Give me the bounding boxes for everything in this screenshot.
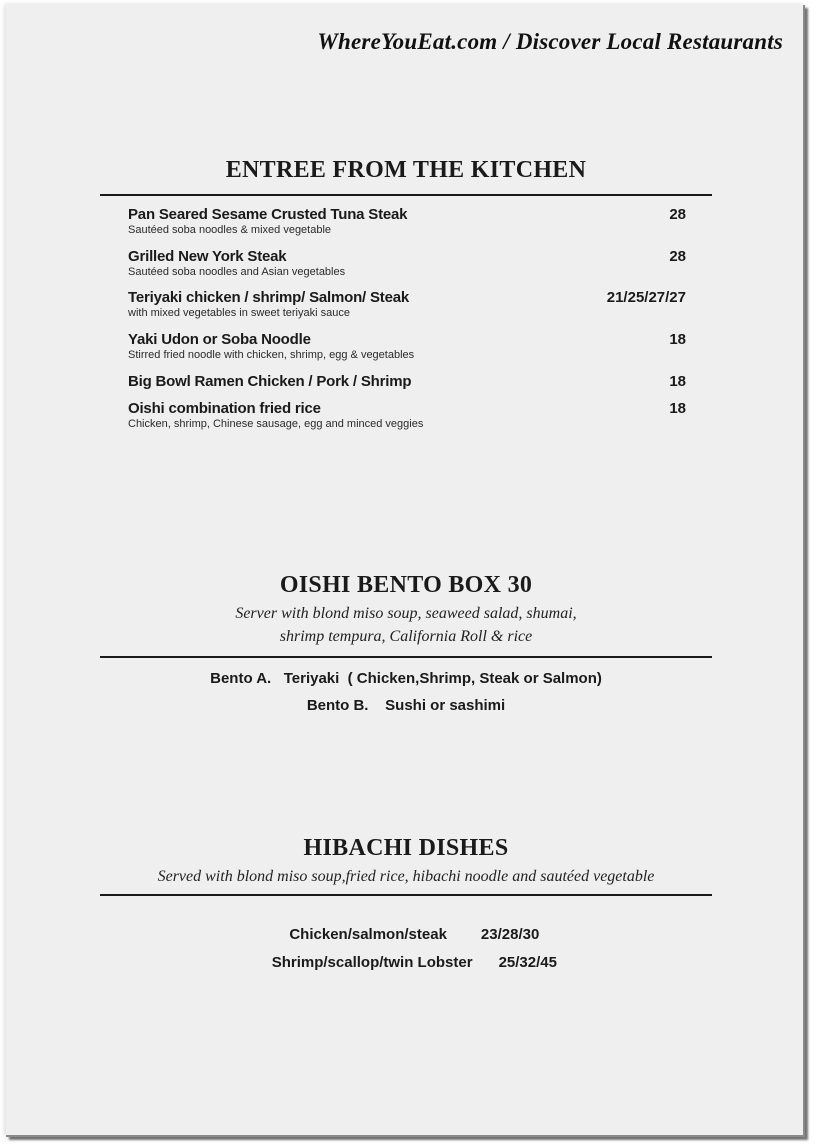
bento-subtitle-line2: shrimp tempura, California Roll & rice: [279, 628, 533, 645]
menu-item: [128, 331, 686, 361]
hibachi-section-title: HIBACHI DISHES: [303, 835, 509, 861]
item-name: Grilled New York Steak: [128, 248, 287, 265]
bento-option: Bento B. Sushi or sashimi: [306, 697, 506, 714]
menu-item: [128, 400, 686, 430]
hibachi-item-price: 23/28/30: [480, 926, 540, 943]
item-description: Chicken, shrimp, Chinese sausage, egg and minced veggies: [128, 418, 424, 430]
bento-option: Bento A. Teriyaki ( Chicken,Shrimp, Steak or Salmon): [210, 670, 602, 687]
bento-divider: [100, 656, 712, 658]
hibachi-item: [100, 937, 712, 988]
item-name: Big Bowl Ramen Chicken / Pork / Shrimp: [128, 373, 412, 390]
item-price: 28: [669, 248, 686, 265]
item-price: 18: [669, 331, 686, 348]
site-header: WhereYouEat.com / Discover Local Restaurants: [317, 29, 783, 54]
item-price: 18: [669, 400, 686, 417]
bento-section-title: OISHI BENTO BOX 30: [279, 572, 533, 598]
hibachi-item-name: Shrimp/scallop/twin Lobster: [271, 954, 473, 971]
entree-section-title: ENTREE FROM THE KITCHEN: [225, 157, 587, 183]
menu-page: [6, 5, 805, 1137]
menu-item: [128, 373, 686, 390]
bento-subtitle-line1: Server with blond miso soup, seaweed salad, shumai,: [235, 605, 577, 622]
item-name: Pan Seared Sesame Crusted Tuna Steak: [128, 206, 408, 223]
menu-item: [128, 289, 686, 319]
item-description: Sautéed soba noodles & mixed vegetable: [128, 224, 332, 236]
item-price: 21/25/27/27: [606, 289, 686, 306]
item-name: Oishi combination fried rice: [128, 400, 321, 417]
hibachi-subtitle: Served with blond miso soup,fried rice, hibachi noodle and sautéed vegetable: [157, 868, 655, 885]
entree-divider: [100, 194, 712, 196]
item-name: Teriyaki chicken / shrimp/ Salmon/ Steak: [128, 289, 410, 306]
item-price: 18: [669, 373, 686, 390]
item-name: Yaki Udon or Soba Noodle: [128, 331, 311, 348]
item-description: Stirred fried noodle with chicken, shrimp, egg & vegetables: [128, 349, 415, 361]
item-description: Sautéed soba noodles and Asian vegetables: [128, 266, 346, 278]
hibachi-divider: [100, 894, 712, 896]
hibachi-item-price: 25/32/45: [498, 954, 557, 971]
item-price: 28: [669, 206, 686, 223]
hibachi-item-name: Chicken/salmon/steak: [289, 926, 447, 943]
menu-item: [128, 248, 686, 278]
item-description: with mixed vegetables in sweet teriyaki sauce: [128, 307, 350, 319]
menu-item: [128, 206, 686, 236]
